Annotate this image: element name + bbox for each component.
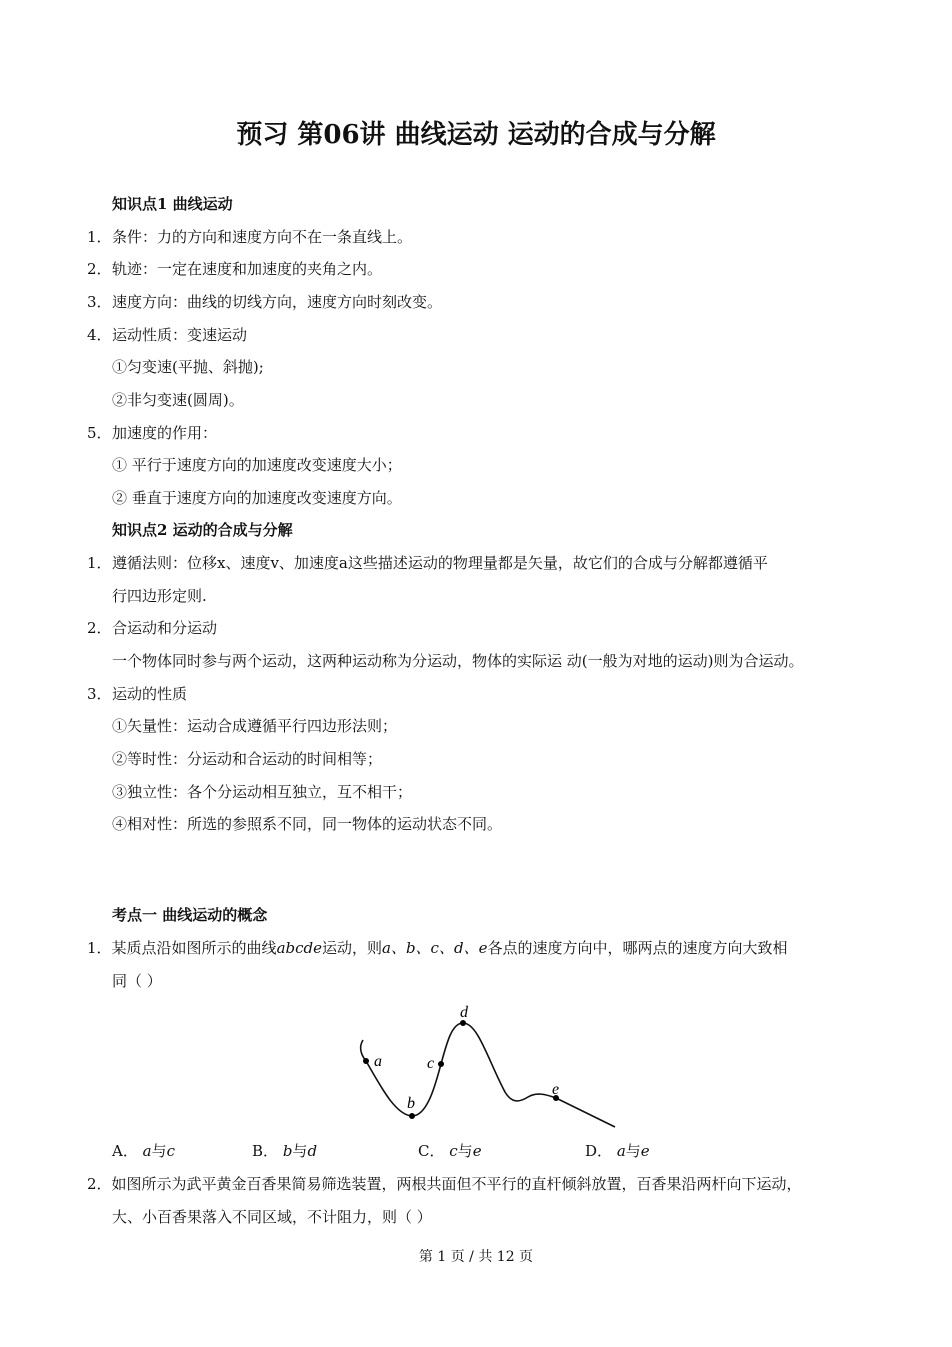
item-number: 4．: [87, 326, 112, 344]
question-text: 大、小百香果落入不同区域，不计阻力，则（ ）: [112, 1208, 432, 1226]
item-text: 速度方向：曲线的切线方向，速度方向时刻改变。: [112, 293, 443, 311]
question-text: 各点的速度方向中，哪两点的速度方向大致相: [487, 939, 788, 957]
option-conj: 与: [625, 1142, 641, 1160]
option-var: c: [166, 1142, 175, 1160]
item-text: 运动的性质: [112, 685, 188, 703]
item-text: 合运动和分运动: [112, 619, 218, 637]
item-text: ①矢量性：运动合成遵循平行四边形法则；: [112, 717, 398, 735]
option-var: d: [307, 1142, 318, 1160]
question-text: 某质点沿如图所示的曲线: [111, 939, 277, 957]
page-title: 预习 第06讲 曲线运动 运动的合成与分解: [236, 120, 716, 150]
item-text: ②非匀变速(圆周)。: [112, 391, 244, 409]
item-text: ③独立性：各个分运动相互独立，互不相干；: [112, 783, 413, 801]
label-d: d: [460, 1004, 468, 1021]
item-number: 2．: [87, 260, 112, 278]
item-text: ② 垂直于速度方向的加速度改变速度方向。: [112, 489, 402, 507]
item-text: 运动性质：变速运动: [112, 326, 248, 344]
option-conj: 与: [151, 1142, 167, 1160]
item-text: 加速度的作用：: [112, 424, 218, 442]
curve-name: abcde: [276, 939, 322, 957]
section-heading: 考点一 曲线运动的概念: [112, 906, 268, 924]
item-number: 2．: [87, 619, 112, 637]
page-footer: 第 1 页 / 共 12 页: [418, 1249, 534, 1265]
item-number: 1．: [87, 228, 112, 246]
option-var: a: [616, 1142, 626, 1160]
item-text: 轨迹：一定在速度和加速度的夹角之内。: [112, 260, 383, 278]
option-var: e: [472, 1142, 482, 1160]
item-number: 3．: [87, 685, 112, 703]
item-text: ④相对性：所选的参照系不同，同一物体的运动状态不同。: [112, 815, 503, 833]
label-b: b: [407, 1095, 415, 1112]
item-text: ①匀变速(平抛、斜抛);: [112, 358, 264, 376]
option-key: A．: [112, 1142, 138, 1160]
item-text: ②等时性：分运动和合运动的时间相等；: [112, 750, 383, 768]
item-text: 行四边形定则.: [112, 587, 207, 605]
item-number: 1．: [87, 554, 112, 572]
item-number: 3．: [87, 293, 112, 311]
option-var: a: [142, 1142, 152, 1160]
point-b: [409, 1113, 415, 1119]
option-a[interactable]: [112, 1141, 175, 1161]
section-heading: 知识点2 运动的合成与分解: [112, 521, 293, 539]
option-conj: 与: [457, 1142, 473, 1160]
option-var: b: [282, 1142, 293, 1160]
section-heading: 知识点1 曲线运动: [112, 195, 233, 213]
option-key: C．: [418, 1142, 445, 1160]
option-var: c: [449, 1142, 458, 1160]
point-c: [438, 1061, 444, 1067]
option-c[interactable]: [418, 1141, 482, 1161]
point-names: a、b、c、d、e: [382, 939, 488, 957]
item-text: 条件：力的方向和速度方向不在一条直线上。: [112, 228, 413, 246]
option-key: B．: [252, 1142, 279, 1160]
label-c: c: [427, 1055, 435, 1072]
question-number: 2．: [87, 1175, 112, 1193]
question-2: [87, 1174, 802, 1194]
curve-path: [361, 1023, 615, 1127]
option-conj: 与: [292, 1142, 308, 1160]
option-var: e: [640, 1142, 650, 1160]
item-number: 5．: [87, 424, 112, 442]
option-d[interactable]: [585, 1141, 650, 1161]
label-a: a: [374, 1053, 382, 1070]
question-number: 1．: [87, 939, 112, 957]
question-text: 运动，则: [322, 939, 383, 957]
item-text: ① 平行于速度方向的加速度改变速度大小；: [112, 456, 402, 474]
option-b[interactable]: [252, 1141, 317, 1161]
item-text: 一个物体同时参与两个运动，这两种运动称为分运动，物体的实际运 动(一般为对地的运动)则为合运动。: [112, 652, 804, 670]
point-a: [363, 1058, 369, 1064]
question-text: 如图所示为武平黄金百香果简易筛选装置，两根共面但不平行的直杆倾斜放置，百香果沿两杆向下运动，: [111, 1175, 802, 1193]
option-key: D．: [585, 1142, 613, 1160]
label-e: e: [552, 1081, 560, 1098]
item-text: 遵循法则：位移x、速度v、加速度a这些描述运动的物理量都是矢量，故它们的合成与分解都遵循平: [112, 554, 768, 572]
question-text: 同（ ）: [112, 972, 162, 990]
